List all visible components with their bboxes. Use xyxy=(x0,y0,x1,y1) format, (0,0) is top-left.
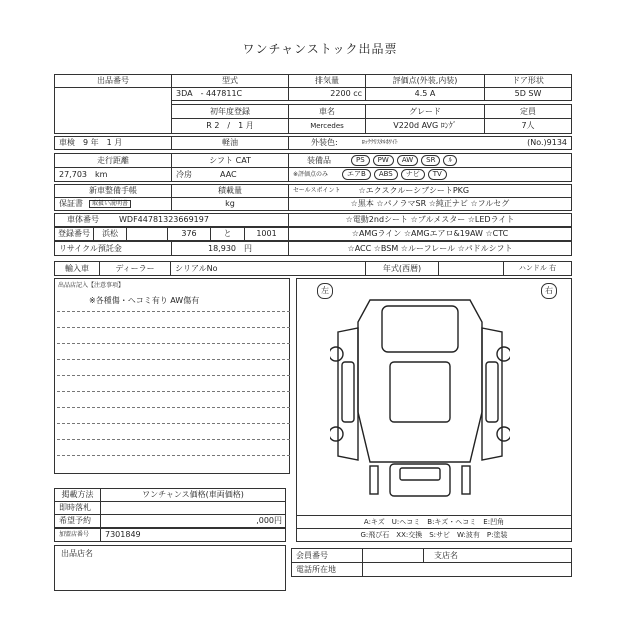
inspection-label: 車検 9 年 1 月 xyxy=(54,136,172,150)
car-right-side xyxy=(482,328,502,460)
equipment-label: 装備品 xyxy=(307,155,331,165)
store-name-box xyxy=(54,545,286,591)
warranty-cell xyxy=(54,197,172,211)
member-label: 加盟店番号 xyxy=(54,528,101,542)
reg-label: 登録番号 xyxy=(54,227,94,241)
fuel-value: 軽油 xyxy=(171,136,289,150)
store-name-label: 出品店名 xyxy=(61,549,93,558)
bumper-right xyxy=(462,466,470,494)
instant-buy-label: 即時落札 xyxy=(54,501,101,515)
model-label: 型式 xyxy=(171,74,289,88)
lot-number-label: 出品番号 xyxy=(54,74,172,88)
sales-point-4: ☆AMGライン ☆AMGエアロ&19AW ☆CTC xyxy=(288,227,572,241)
remark-rule xyxy=(57,311,290,312)
exterior-color xyxy=(288,136,572,150)
ac-cell xyxy=(171,167,289,182)
equipment-row-1 xyxy=(288,153,572,168)
wheel-front-left xyxy=(330,347,343,361)
remarks-box xyxy=(54,278,290,474)
remark-rule xyxy=(57,375,290,376)
car-right-window xyxy=(486,362,498,422)
steering-label: ハンドル 右 xyxy=(503,261,572,276)
sales-point-text-1: ☆エクスクルーシブシートPKG xyxy=(358,186,470,195)
mileage-value: 27,703 km xyxy=(54,167,172,182)
exterior-color-value: ﾛｯｸｸﾘｽﾀﾙﾎﾜｲﾄ xyxy=(361,139,398,146)
vin-value: WDF44781323669197 xyxy=(119,215,209,224)
damage-legend-2: G:飛び石 XX:交換 S:サビ W:波有 P:塗装 xyxy=(296,528,572,542)
equip-navi: ナビ xyxy=(401,169,425,180)
warranty-label: 保証書 xyxy=(59,199,83,208)
equip-sr: SR xyxy=(421,155,440,166)
car-top-view xyxy=(358,300,482,462)
listing-method-value: ワンチャンス価格(車両価格) xyxy=(100,488,286,502)
exterior-color-label: 外装色: xyxy=(311,138,338,147)
displacement-value: 2200 cc xyxy=(288,87,366,101)
bumper-left xyxy=(370,466,378,494)
equip-aw: AW xyxy=(397,155,418,166)
car-roof xyxy=(390,362,450,422)
car-left-side xyxy=(338,328,358,460)
reserve-label: 希望予約 xyxy=(54,514,101,528)
remark-rule xyxy=(57,327,290,328)
equip-airbag: エアB xyxy=(342,169,371,180)
score-value: 4.5 A xyxy=(365,87,485,101)
load-capacity-value: kg xyxy=(171,197,289,211)
remarks-line-1: ※各種傷・ヘコミ有り AW傷有 xyxy=(89,296,200,305)
displacement-label: 排気量 xyxy=(288,74,366,88)
car-hood xyxy=(382,306,458,352)
remark-rule xyxy=(57,423,290,424)
car-left-window xyxy=(342,362,354,422)
damage-legend-1: A:キズ U:ヘコミ B:キズ・ヘコミ E:凹角 xyxy=(296,515,572,529)
remark-rule xyxy=(57,359,290,360)
first-registration-label: 初年度登録 xyxy=(171,104,289,119)
grade-label: グレード xyxy=(365,104,485,119)
remark-rule xyxy=(57,455,290,456)
capacity-value: 7人 xyxy=(484,118,572,134)
dealer-label: ディーラー xyxy=(99,261,171,276)
diagram-right-text: 右 xyxy=(545,286,553,295)
remark-rule xyxy=(57,439,290,440)
load-capacity-label: 積載量 xyxy=(171,184,289,198)
equip-pw: PW xyxy=(373,155,394,166)
phone-label: 電話所在地 xyxy=(291,562,363,577)
score-label: 評価点(外装,内装) xyxy=(365,74,485,88)
mileage-label: 走行距離 xyxy=(54,153,172,168)
reg-class: 376 xyxy=(167,227,211,241)
equipment-note: ※評価点のみ xyxy=(293,170,329,178)
member-no-value xyxy=(362,548,424,563)
branch-label: 支店名 xyxy=(423,548,572,563)
sales-point-2: ☆黒本 ☆パノラマSR ☆純正ナビ ☆フルセグ xyxy=(288,197,572,211)
lot-number-value xyxy=(54,87,172,134)
recycle-label: リサイクル預託金 xyxy=(54,241,172,256)
serial-label: シリアルNo xyxy=(170,261,366,276)
wheel-rear-left xyxy=(330,427,343,441)
ac-value: AAC xyxy=(220,169,237,179)
equip-leather: ﾙ xyxy=(443,155,457,166)
remark-rule xyxy=(57,391,290,392)
ac-label: 冷房 xyxy=(176,169,192,179)
vin-label: 車体番号 xyxy=(67,215,99,224)
vin-row xyxy=(54,213,289,227)
sales-point-3: ☆電動2ndシート ☆ブルメスター ☆LEDライト xyxy=(288,213,572,227)
diagram-right-label xyxy=(541,283,557,299)
service-record-label: 新車整備手帳 xyxy=(54,184,172,198)
first-registration-value: R 2 / 1 月 xyxy=(171,118,289,134)
phone-value xyxy=(362,562,572,577)
reg-kana: と xyxy=(210,227,245,241)
equip-ps: PS xyxy=(351,155,370,166)
import-label: 輸入車 xyxy=(54,261,100,276)
model-value: 3DA - 447811C xyxy=(171,87,289,101)
make-label: 車名 xyxy=(288,104,366,119)
diagram-left-text: 左 xyxy=(321,286,329,295)
reg-place: 浜松 xyxy=(93,227,127,241)
manual-label: 取扱い説明書 xyxy=(89,200,131,208)
remarks-label: 出品店記入【注意事項】 xyxy=(58,282,125,289)
remark-rule xyxy=(57,407,290,408)
door-value: 5D SW xyxy=(484,87,572,101)
recycle-value: 18,930 円 xyxy=(171,241,289,256)
reg-spacer xyxy=(126,227,168,241)
equipment-row-2 xyxy=(288,167,572,182)
sales-point-5: ☆ACC ☆BSM ☆ルーフレール ☆パドルシフト xyxy=(288,241,572,256)
capacity-label: 定員 xyxy=(484,104,572,119)
color-code: (No.)9134 xyxy=(527,138,567,147)
grade-value: V220d AVG ﾛﾝｸﾞ xyxy=(365,118,485,134)
shift-label: シフト CAT xyxy=(171,153,289,168)
sales-point-label: セールスポイント xyxy=(293,187,341,194)
equip-abs: ABS xyxy=(374,169,398,180)
sheet-title: ワンチャンストック出品票 xyxy=(242,42,398,56)
instant-buy-value xyxy=(100,501,286,515)
remark-rule xyxy=(57,343,290,344)
wheel-front-right xyxy=(497,347,510,361)
equip-tv: TV xyxy=(428,169,447,180)
year-value xyxy=(438,261,504,276)
sales-point-1 xyxy=(288,184,572,198)
member-value: 7301849 xyxy=(100,528,286,542)
year-label: 年式(西暦) xyxy=(365,261,439,276)
make-value: Mercedes xyxy=(288,118,366,134)
member-no-label: 会員番号 xyxy=(291,548,363,563)
door-label: ドア形状 xyxy=(484,74,572,88)
car-damage-diagram xyxy=(330,292,510,502)
car-rear-glass xyxy=(400,468,440,480)
reg-number: 1001 xyxy=(244,227,289,241)
reserve-value: ,000円 xyxy=(100,514,286,528)
wheel-rear-right xyxy=(497,427,510,441)
listing-method-label: 掲載方法 xyxy=(54,488,101,502)
